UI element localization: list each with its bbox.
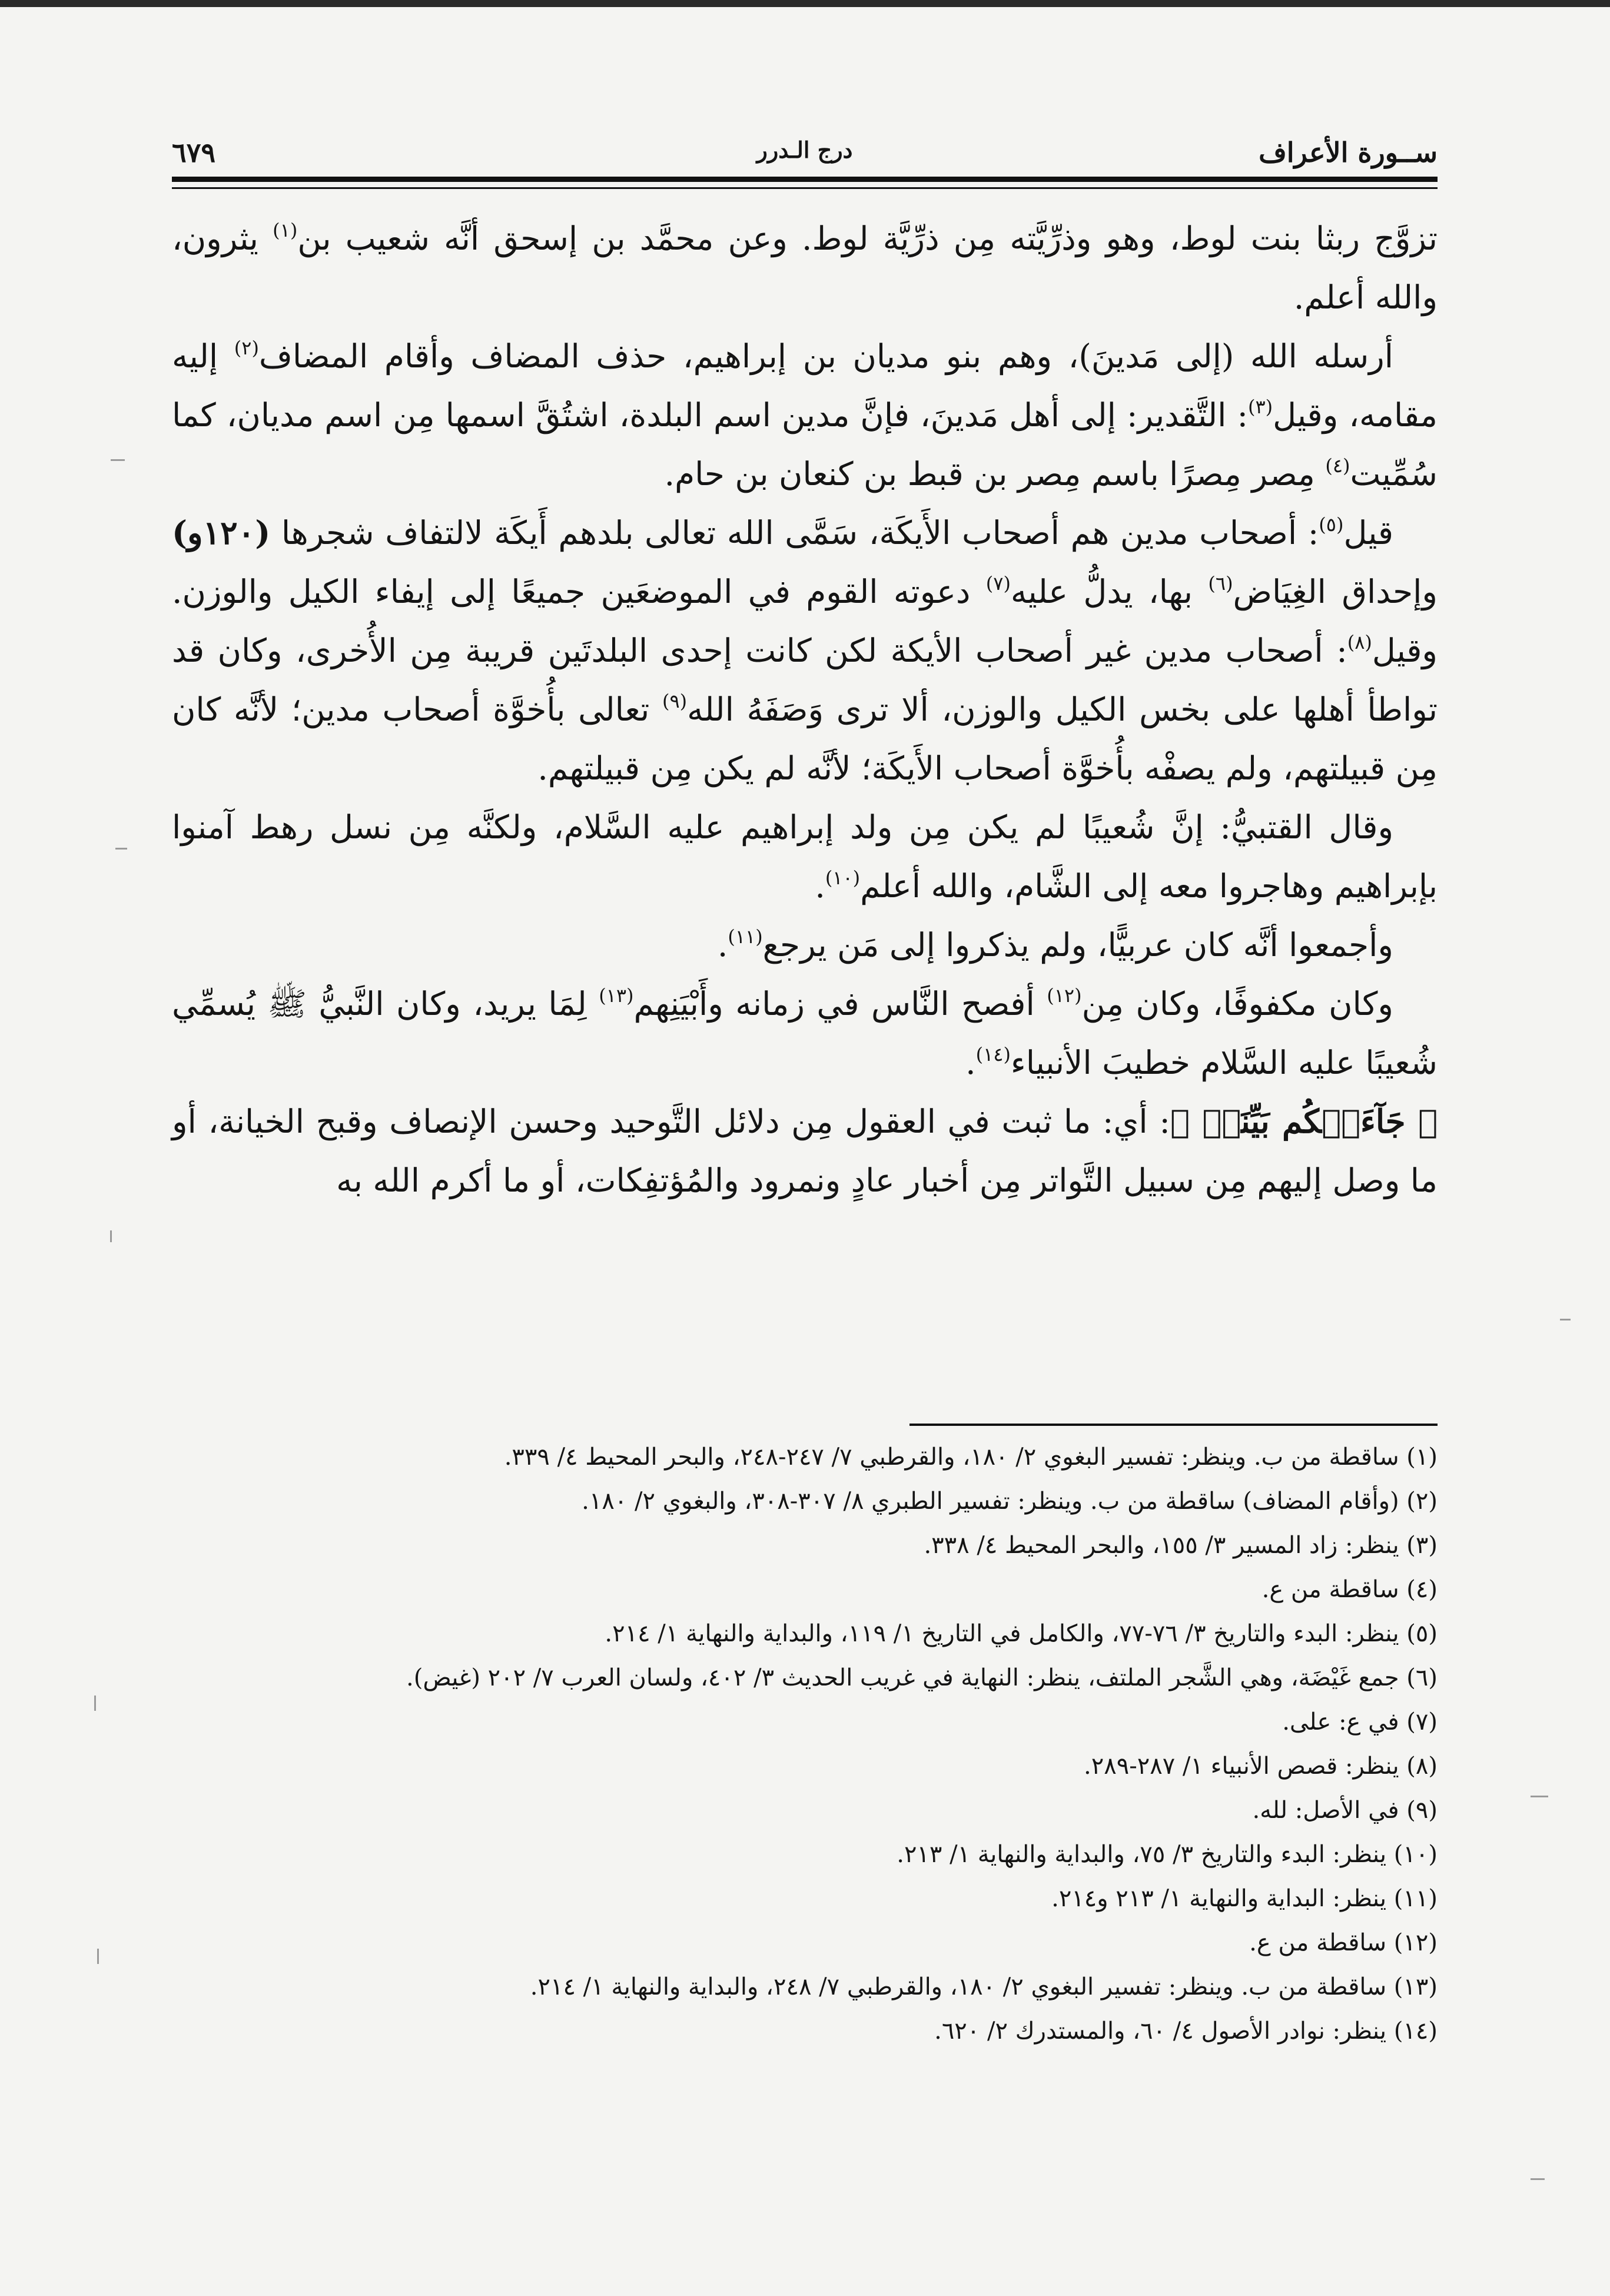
manuscript-folio-marker: (١٢٠و) bbox=[172, 513, 271, 552]
text-run: بها، يدلُّ عليه bbox=[1010, 573, 1209, 611]
paragraph-5 bbox=[172, 915, 1438, 974]
footnote-ref: (٨) bbox=[1347, 631, 1372, 653]
paragraph-4 bbox=[172, 798, 1438, 915]
footnote-ref: (٧) bbox=[985, 572, 1011, 595]
text-run: . bbox=[815, 867, 825, 905]
text-run: أفصح النَّاس في زمانه وأَبْيَنِهم bbox=[633, 985, 1047, 1023]
book-title: درج الـدرر bbox=[756, 137, 853, 163]
paragraph-6 bbox=[172, 974, 1438, 1092]
text-run: مِصر مِصرًا باسم مِصر بن قبط بن كنعان بن حام. bbox=[664, 455, 1326, 493]
header-rule-thick bbox=[172, 177, 1438, 182]
footnote-6: (٦) جمع غَيْضَة، وهي الشَّجر الملتف، ينظر: النهاية في غريب الحديث ٣/ ٤٠٢، ولسان العرب ٧/ ٢٠٢ (غيض). bbox=[406, 1664, 1438, 1691]
footnote-ref: (٩) bbox=[662, 690, 688, 712]
footnote-3: (٣) ينظر: زاد المسير ٣/ ١٥٥، والبحر المحيط ٤/ ٣٣٨. bbox=[924, 1532, 1438, 1559]
paragraph-7 bbox=[172, 1092, 1438, 1210]
footnote-10: (١٠) ينظر: البدء والتاريخ ٣/ ٧٥، والبداية والنهاية ١/ ٢١٣. bbox=[897, 1841, 1438, 1868]
footnote-ref: (١٣) bbox=[599, 984, 634, 1007]
text-run: : أي: ما ثبت في العقول مِن دلائل التَّوحيد وحسن الإنصاف وقبح الخيانة، أو ما وصل إليهم مِن سبيل التَّواتر مِن أخبار عادٍ ونمرود والمُؤتفِكات، أو ما أكرم الله به bbox=[172, 1103, 1438, 1199]
footnote-ref: (١٠) bbox=[825, 867, 861, 889]
footnote-9: (٩) في الأصل: لله. bbox=[1252, 1797, 1438, 1824]
text-run: : التَّقدير: إلى أهل مَدينَ، فإنَّ مدين اسم البلدة، اشتُقَّ اسمها مِن اسم مديان، كما سُمِّيت bbox=[172, 396, 1438, 493]
text-run: وإحداق الغِيَاض bbox=[1233, 573, 1438, 611]
footnote-ref: (١١) bbox=[728, 925, 763, 948]
paragraph-1 bbox=[172, 209, 1438, 327]
text-run: تزوَّج ربثا بنت لوط، وهو وذرِّيَّته مِن ذرِّيَّة لوط. وعن محمَّد بن إسحق أنَّه شعيب بن bbox=[297, 220, 1438, 257]
footnote-ref: (١) bbox=[273, 219, 298, 241]
footnote-2: (٢) (وأقام المضاف) ساقطة من ب. وينظر: تفسير الطبري ٨/ ٣٠٧-٣٠٨، والبغوي ٢/ ١٨٠. bbox=[582, 1488, 1438, 1515]
scan-speck bbox=[1531, 2178, 1545, 2180]
header-rule-thin bbox=[172, 187, 1438, 189]
quran-verse: ﴿ جَآءَتۡكُم بَيِّنَةٞ ﴾ bbox=[1170, 1102, 1438, 1140]
footnotes bbox=[172, 1435, 1438, 2053]
footnote-7: (٧) في ع: على. bbox=[1282, 1708, 1438, 1736]
footnote-ref: (١٤) bbox=[975, 1043, 1011, 1066]
text-run: وأجمعوا أنَّه كان عربيًّا، ولم يذكروا إلى مَن يرجع bbox=[762, 926, 1393, 964]
surah-title: ســورة الأعراف bbox=[1259, 137, 1438, 168]
page-number: ٦٧٩ bbox=[172, 137, 216, 168]
running-header bbox=[172, 137, 1438, 178]
text-run: لِمَا يريد، وكان النَّبيُّ ﷺ يُسمِّي شُعيبًا عليه السَّلام خطيبَ الأنبياء bbox=[172, 985, 1438, 1081]
text-run: دعوته القوم في الموضعَين جميعًا إلى إيفاء الكيل والوزن. وقيل bbox=[172, 573, 1438, 669]
footnote-12: (١٢) ساقطة من ع. bbox=[1249, 1929, 1438, 1956]
main-text bbox=[172, 209, 1438, 1210]
text-run: : أصحاب مدين هم أصحاب الأَيكَة، سَمَّى الله تعالى بلدهم أَيكَة لالتفاف شجرها bbox=[270, 514, 1319, 552]
footnote-4: (٤) ساقطة من ع. bbox=[1262, 1576, 1438, 1603]
footnote-ref: (٦) bbox=[1208, 572, 1233, 595]
footnote-8: (٨) ينظر: قصص الأنبياء ١/ ٢٨٧-٢٨٩. bbox=[1084, 1753, 1438, 1780]
text-run: تعالى بأُخوَّة أصحاب مدين؛ لأنَّه كان مِن قبيلتهم، ولم يصفْه بأُخوَّة أصحاب الأَيكَة؛ لأنَّه لم يكن مِن قبيلتهم. bbox=[172, 691, 1438, 787]
text-run: يثرون، والله أعلم. bbox=[172, 220, 1438, 316]
paragraph-3 bbox=[172, 503, 1438, 798]
footnote-ref: (٢) bbox=[234, 337, 259, 359]
text-run: أرسله الله (إلى مَدينَ)، وهم بنو مديان بن إبراهيم، حذف المضاف وأقام المضاف bbox=[258, 337, 1393, 375]
footnote-ref: (٥) bbox=[1319, 513, 1344, 536]
scan-speck bbox=[94, 1696, 96, 1711]
footnote-ref: (٣) bbox=[1248, 396, 1273, 418]
footnote-11: (١١) ينظر: البداية والنهاية ١/ ٢١٣ و٢١٤. bbox=[1051, 1885, 1438, 1912]
text-run: . bbox=[965, 1044, 976, 1081]
footnote-separator bbox=[909, 1424, 1438, 1426]
footnote-13: (١٣) ساقطة من ب. وينظر: تفسير البغوي ٢/ ١٨٠، والقرطبي ٧/ ٢٤٨، والبداية والنهاية ١/ ٢١٤. bbox=[530, 1973, 1438, 2000]
footnote-1: (١) ساقطة من ب. وينظر: تفسير البغوي ٢/ ١٨٠، والقرطبي ٧/ ٢٤٧-٢٤٨، والبحر المحيط ٤/ ٣٣٩. bbox=[504, 1444, 1438, 1471]
footnote-14: (١٤) ينظر: نوادر الأصول ٤/ ٦٠، والمستدرك ٢/ ٦٢٠. bbox=[934, 2018, 1438, 2045]
scan-speck bbox=[115, 848, 127, 850]
scan-speck bbox=[97, 1949, 99, 1964]
scan-speck bbox=[110, 1230, 112, 1242]
text-run: وكان مكفوفًا، وكان مِن bbox=[1081, 985, 1393, 1023]
text-run: إليه مقامه، وقيل bbox=[172, 337, 1438, 434]
text-run: : أصحاب مدين غير أصحاب الأيكة لكن كانت إحدى البلدتَين قريبة مِن الأُخرى، وكان قد تواطأ أهلها على بخس الكيل والوزن، ألا ترى وَصَفَهُ الله bbox=[172, 632, 1438, 728]
scan-speck bbox=[111, 459, 125, 461]
footnote-ref: (١٢) bbox=[1047, 984, 1082, 1007]
text-run: . bbox=[717, 926, 728, 964]
footnote-ref: (٤) bbox=[1325, 454, 1350, 477]
text-run: وقال القتبيُّ: إنَّ شُعيبًا لم يكن مِن ولد إبراهيم عليه السَّلام، ولكنَّه مِن نسل رهط آمنوا بإبراهيم وهاجروا معه إلى الشَّام، والله أعلم bbox=[172, 808, 1438, 905]
scan-speck bbox=[1531, 1796, 1548, 1797]
scan-speck bbox=[1560, 1319, 1571, 1320]
footnote-5: (٥) ينظر: البدء والتاريخ ٣/ ٧٦-٧٧، والكامل في التاريخ ١/ ١١٩، والبداية والنهاية ١/ ٢١٤. bbox=[605, 1620, 1438, 1647]
paragraph-2 bbox=[172, 327, 1438, 503]
text-run: قيل bbox=[1343, 514, 1393, 552]
scan-top-edge bbox=[0, 0, 1610, 7]
